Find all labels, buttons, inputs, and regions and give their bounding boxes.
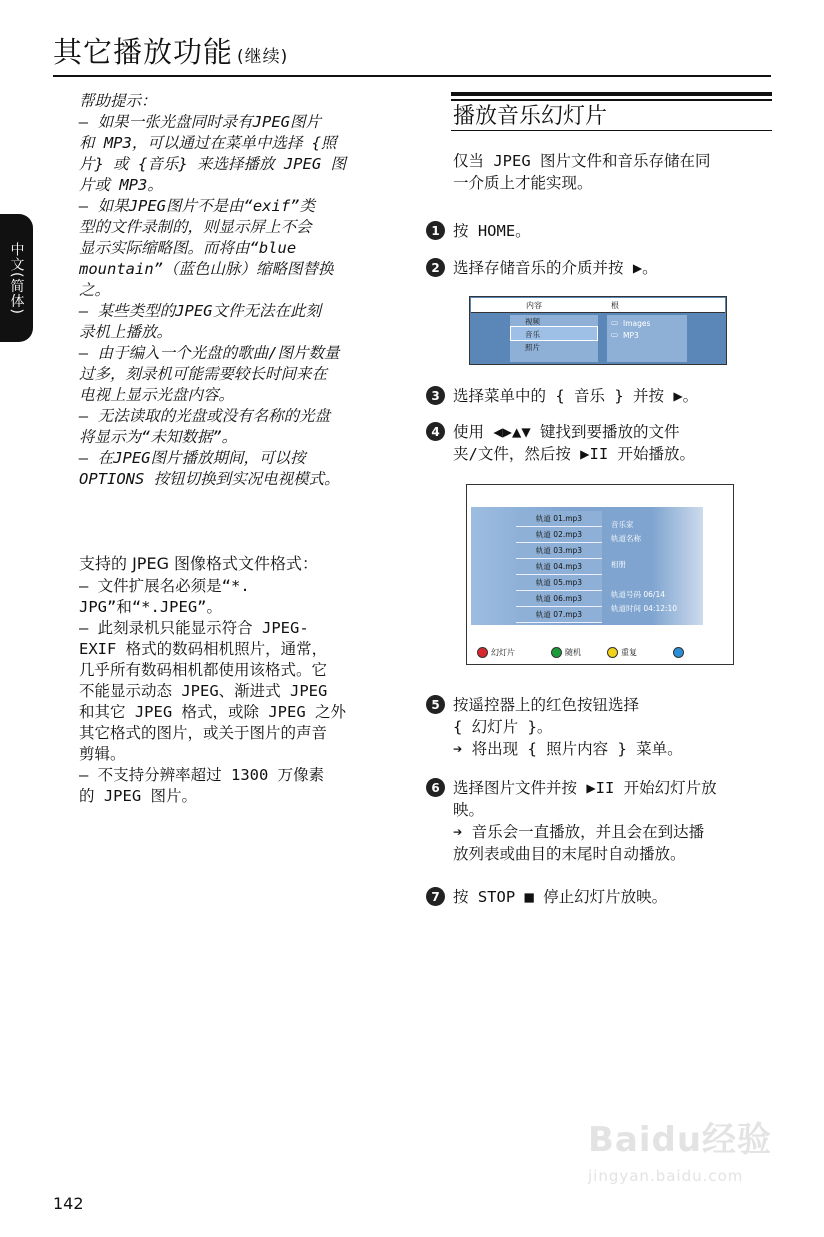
repeat-button[interactable] (607, 647, 637, 658)
step-7 (426, 886, 772, 908)
step-text: 映。 (453, 801, 485, 819)
track-item[interactable]: 轨道 01.mp3 (516, 511, 602, 527)
jpeg-line: EXIF 格式的数码相机照片，通常， (79, 640, 328, 658)
step-3 (426, 385, 772, 407)
step-text: 按遥控器上的红色按钮选择 (453, 696, 640, 714)
menu-item-music[interactable]: 音乐 (525, 330, 540, 339)
content-menu-screenshot (469, 296, 727, 365)
panel-edge (703, 507, 729, 625)
tip-line: – 在JPEG图片播放期间，可以按 (79, 449, 306, 467)
jpeg-line: JPG”和“*.JPEG”。 (79, 598, 222, 616)
info-track-number: 轨道号码 06/14 (611, 590, 665, 599)
jpeg-formats (79, 553, 384, 807)
tip-line: 录机上播放。 (79, 323, 173, 341)
track-list (516, 511, 602, 623)
repeat-label: 重复 (621, 648, 637, 657)
jpeg-heading: 支持的 JPEG 图像格式文件格式： (79, 554, 319, 573)
menu-item-video[interactable]: 视频 (525, 317, 540, 326)
page-subtitle: (继续) (237, 47, 289, 67)
page-number: 142 (53, 1194, 84, 1213)
jpeg-line: – 文件扩展名必须是“*. (79, 577, 250, 595)
step-number: 4 (426, 422, 445, 441)
track-item[interactable]: 轨道 06.mp3 (516, 591, 602, 607)
step-4 (426, 421, 772, 465)
jpeg-line: 剪辑。 (79, 745, 126, 763)
tip-line: OPTIONS 按钮切换到实况电视模式。 (79, 470, 340, 488)
tip-line: mountain”（蓝色山脉）缩略图替换 (79, 260, 334, 278)
step-5 (426, 694, 772, 760)
track-item[interactable]: 轨道 04.mp3 (516, 559, 602, 575)
yellow-dot-icon (607, 647, 618, 658)
slideshow-label: 幻灯片 (491, 648, 515, 657)
jpeg-line: – 此刻录机只能显示符合 JPEG- (79, 619, 309, 637)
step-number: 2 (426, 258, 445, 277)
step-result: ➔ 音乐会一直播放，并且会在到达播 (453, 823, 705, 841)
info-artist: 音乐家 (611, 520, 634, 529)
track-item[interactable]: 轨道 02.mp3 (516, 527, 602, 543)
menu-item-photo[interactable]: 照片 (525, 343, 540, 352)
shuffle-label: 随机 (565, 648, 581, 657)
step-text: 夹/文件，然后按 ▶II 开始播放。 (453, 445, 695, 463)
info-album: 相册 (611, 560, 626, 569)
jpeg-line: 几乎所有数码相机都使用该格式。它 (79, 661, 328, 679)
intro-line: 仅当 JPEG 图片文件和音乐存储在同 (453, 152, 711, 170)
step-text: 按 HOME。 (453, 222, 531, 240)
tip-line: 片} 或 {音乐} 来选择播放 JPEG 图 (79, 155, 346, 173)
step-result: 放列表或曲目的末尾时自动播放。 (453, 845, 686, 863)
menu-col-root: 根 (611, 301, 619, 310)
tip-line: – 如果JPEG图片不是由“exif”类 (79, 197, 315, 215)
track-item[interactable]: 轨道 03.mp3 (516, 543, 602, 559)
slideshow-button[interactable] (477, 647, 515, 658)
section-title: 播放音乐幻灯片 (453, 104, 608, 129)
step-text: { 幻灯片 }。 (453, 718, 553, 736)
blue-dot-icon (673, 647, 684, 658)
jpeg-line: 的 JPEG 图片。 (79, 787, 197, 805)
tip-line: 显示实际缩略图。而将由“blue (79, 239, 297, 257)
step-number: 5 (426, 695, 445, 714)
step-number: 3 (426, 386, 445, 405)
jpeg-line: – 不支持分辨率超过 1300 万像素 (79, 766, 325, 784)
step-number: 1 (426, 221, 445, 240)
jpeg-line: 其它格式的图片，或关于图片的声音 (79, 724, 328, 742)
tip-line: – 某些类型的JPEG文件无法在此刻 (79, 302, 321, 320)
step-number: 7 (426, 887, 445, 906)
menu-header (471, 298, 725, 313)
step-text: 选择存储音乐的介质并按 ▶。 (453, 259, 658, 277)
tip-line: 电视上显示光盘内容。 (79, 386, 235, 404)
track-panel (471, 507, 729, 625)
section-rule-top (451, 92, 772, 96)
intro-line: 一介质上才能实现。 (453, 174, 593, 192)
tip-line: – 无法读取的光盘或没有名称的光盘 (79, 407, 331, 425)
folder-images[interactable]: Images (623, 319, 651, 328)
green-dot-icon (551, 647, 562, 658)
track-item[interactable]: 轨道 07.mp3 (516, 607, 602, 623)
tip-line: 片或 MP3。 (79, 176, 163, 194)
step-text: 按 STOP ■ 停止幻灯片放映。 (453, 888, 668, 906)
tip-line: – 如果一张光盘同时录有JPEG图片 (79, 113, 321, 131)
step-number: 6 (426, 778, 445, 797)
step-2 (426, 257, 772, 279)
folder-icon: ▭ (611, 318, 619, 327)
watermark-url: jingyan.baidu.com (588, 1167, 744, 1185)
section-intro (453, 150, 773, 194)
page-title: 其它播放功能 (继续) (53, 35, 289, 69)
red-dot-icon (477, 647, 488, 658)
folder-icon: ▭ (611, 330, 619, 339)
watermark-brand: Baidu经验 (588, 1120, 773, 1160)
folder-mp3[interactable]: MP3 (623, 331, 639, 340)
info-track-time: 轨道时间 04:12:10 (611, 604, 678, 613)
tip-line: 型的文件录制的，则显示屏上不会 (79, 218, 312, 236)
tip-line: 过多，刻录机可能需要较长时间来在 (79, 365, 328, 383)
tip-line: 和 MP3，可以通过在菜单中选择 {照 (79, 134, 337, 152)
tip-line: 之。 (79, 281, 111, 299)
step-1 (426, 220, 772, 242)
step-6 (426, 777, 772, 865)
info-track-name: 轨道名称 (611, 534, 641, 543)
step-result: ➔ 将出现 { 照片内容 } 菜单。 (453, 740, 683, 758)
step-text: 使用 ◀▶▲▼ 键找到要播放的文件 (453, 423, 680, 441)
tip-line: 将显示为“未知数据”。 (79, 428, 238, 446)
language-tab: 中文(简体) (0, 214, 33, 342)
music-slideshow-screenshot (466, 484, 734, 665)
jpeg-line: 不能显示动态 JPEG、渐进式 JPEG (79, 682, 328, 700)
track-item[interactable]: 轨道 05.mp3 (516, 575, 602, 591)
blue-button[interactable] (673, 647, 687, 658)
step-text: 选择菜单中的 { 音乐 } 并按 ▶。 (453, 387, 699, 405)
menu-col-content: 内容 (526, 301, 542, 310)
shuffle-button[interactable] (551, 647, 581, 658)
baidu-watermark (588, 1112, 778, 1202)
help-tips (79, 91, 379, 490)
title-rule (53, 75, 771, 77)
tips-heading: 帮助提示： (79, 92, 157, 110)
tip-line: – 由于编入一个光盘的歌曲/图片数量 (79, 344, 340, 362)
step-text: 选择图片文件并按 ▶II 开始幻灯片放 (453, 779, 717, 797)
section-rule-bottom (451, 130, 772, 131)
menu-selection-highlight (510, 326, 598, 341)
jpeg-line: 和其它 JPEG 格式，或除 JPEG 之外 (79, 703, 346, 721)
